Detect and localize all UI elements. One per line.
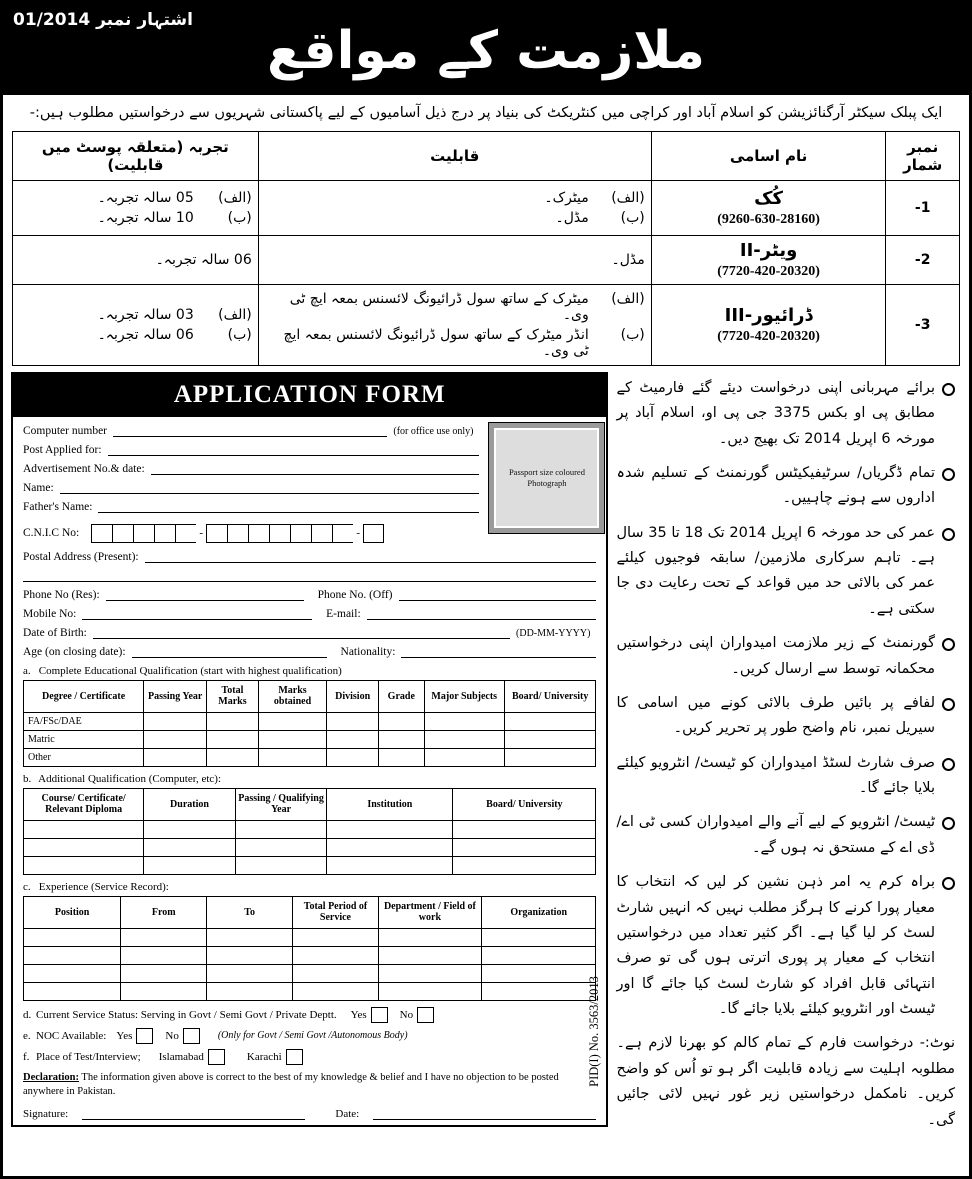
exp-cell[interactable] xyxy=(207,982,293,1000)
table-row xyxy=(24,856,596,874)
bullet-icon xyxy=(942,638,955,651)
signature-label: Signature: xyxy=(23,1108,69,1121)
field-label: Post Applied for: xyxy=(23,443,102,456)
exp-cell[interactable] xyxy=(481,964,596,982)
exp-cell[interactable] xyxy=(24,928,121,946)
addl-cell[interactable] xyxy=(327,820,453,838)
section-d-row xyxy=(23,1007,596,1023)
exp-cell[interactable] xyxy=(207,946,293,964)
qualification-label: (الف) xyxy=(611,290,645,307)
experience-text: 05 سالہ تجربہ۔ xyxy=(97,189,194,206)
row-post xyxy=(651,235,886,284)
field-label: Nationality: xyxy=(340,645,396,658)
row-experience xyxy=(13,180,259,235)
edu-col-division: Division xyxy=(327,680,379,712)
edu-col-grade: Grade xyxy=(378,680,424,712)
edu-cell[interactable] xyxy=(327,748,379,766)
addl-cell[interactable] xyxy=(24,838,144,856)
table-row xyxy=(13,180,960,235)
experience-line xyxy=(19,325,252,345)
table-row xyxy=(24,730,596,748)
page-header xyxy=(3,3,969,95)
addl-cell[interactable] xyxy=(144,856,236,874)
addl-cell[interactable] xyxy=(453,820,596,838)
note-text: ٹیسٹ/ انٹرویو کے لیے آنے والے امیدواران کسی ٹی اے/ ڈی اے کے مستحق نہ ہوں گے۔ xyxy=(616,814,935,856)
field-postal-address-line2 xyxy=(23,570,596,582)
table-row xyxy=(24,982,596,1000)
exp-cell[interactable] xyxy=(121,928,207,946)
qualification-line xyxy=(265,208,645,228)
table-header-row xyxy=(24,680,596,712)
addl-cell[interactable] xyxy=(144,838,236,856)
exp-cell[interactable] xyxy=(293,946,379,964)
section-letter: e. xyxy=(23,1029,31,1042)
field-dob-row xyxy=(23,627,596,639)
edu-cell[interactable] xyxy=(207,730,259,748)
experience-line xyxy=(19,250,252,270)
qualification-text: انڈر میٹرک کے ساتھ سول ڈرائیونگ لائسنس بمعہ ایچ ٹی وی۔ xyxy=(283,326,589,359)
exp-cell[interactable] xyxy=(293,928,379,946)
note-item xyxy=(616,461,955,512)
row-post xyxy=(651,180,886,235)
edu-col-board-university: Board/ University xyxy=(504,680,596,712)
edu-cell[interactable] xyxy=(144,712,207,730)
section-f-row xyxy=(23,1049,596,1065)
post-title: ڈرائیور-III xyxy=(724,304,813,326)
edu-row-label: Matric xyxy=(24,730,144,748)
experience-text: 06 سالہ تجربہ۔ xyxy=(155,251,252,268)
field-label: Computer number xyxy=(23,424,107,437)
section-b-label xyxy=(23,773,596,785)
date-line[interactable] xyxy=(373,1108,596,1120)
edu-row-label: Other xyxy=(24,748,144,766)
note-item xyxy=(616,521,955,623)
experience-label: (الف) xyxy=(218,189,252,206)
edu-col-passing-year: Passing Year xyxy=(144,680,207,712)
exp-cell[interactable] xyxy=(121,964,207,982)
qualification-line xyxy=(265,188,645,208)
edu-cell[interactable] xyxy=(144,730,207,748)
section-e-no-label: No xyxy=(165,1029,179,1042)
section-d-text: Current Service Status: Serving in Govt / Semi Govt / Private Deptt. xyxy=(36,1008,337,1021)
page-title: ملازمت کے مواقع xyxy=(267,21,705,81)
signature-row xyxy=(23,1108,596,1120)
qualification-label: (ب) xyxy=(620,326,645,343)
exp-cell[interactable] xyxy=(121,982,207,1000)
bullet-icon xyxy=(942,758,955,771)
edu-cell[interactable] xyxy=(504,730,596,748)
field-postal-address xyxy=(23,551,596,563)
advertisement-number: اشتہار نمبر 01/2014 xyxy=(13,10,193,30)
section-a-text: Complete Educational Qualification (start with highest qualification) xyxy=(38,664,342,677)
edu-cell[interactable] xyxy=(258,748,327,766)
addl-cell[interactable] xyxy=(24,856,144,874)
section-f-text: Place of Test/Interview; xyxy=(36,1050,141,1063)
section-letter: c. xyxy=(23,880,31,893)
experience-text: 06 سالہ تجربہ۔ xyxy=(97,326,194,343)
addl-col-institution: Institution xyxy=(327,788,453,820)
section-e-note: (Only for Govt / Semi Govt /Autonomous Body) xyxy=(217,1030,408,1042)
bullet-icon xyxy=(942,698,955,711)
bullet-icon xyxy=(942,817,955,830)
exp-cell[interactable] xyxy=(121,946,207,964)
note-text: عمر کی حد مورخہ 6 اپریل 2014 تک 18 تا 35 سال ہے۔ تاہم سرکاری ملازمین/ سابقہ فوجیوں کیلئے عمر کی بالائی حد میں قواعد کے تحت رعایت دی جا سکتی ہے۔ xyxy=(616,524,936,617)
table-row xyxy=(24,964,596,982)
note-text: لفافے پر بائیں طرف بالائی کونے میں اسامی کا سیریل نمبر، نام واضح طور پر تحریر کریں۔ xyxy=(616,694,935,737)
field-input-line[interactable] xyxy=(82,608,312,620)
post-title: کُک xyxy=(754,187,784,209)
section-c-label xyxy=(23,881,596,893)
education-table xyxy=(23,680,596,767)
row-sr: 1- xyxy=(886,180,960,235)
date-label: Date: xyxy=(335,1108,360,1121)
qualification-text: میٹرک۔ xyxy=(544,189,589,206)
section-d-yes-checkbox[interactable] xyxy=(371,1007,388,1023)
jobs-table xyxy=(12,131,960,366)
table-row xyxy=(24,838,596,856)
field-label: Advertisement No.& date: xyxy=(23,462,145,475)
edu-col-major-subjects: Major Subjects xyxy=(424,680,504,712)
section-e-yes-label: Yes xyxy=(116,1029,133,1042)
place-karachi-label: Karachi xyxy=(246,1050,282,1063)
section-d-no-checkbox[interactable] xyxy=(417,1007,434,1023)
field-input-line[interactable] xyxy=(367,608,597,620)
qualification-text: مڈل۔ xyxy=(555,209,589,226)
field-label: Age (on closing date): xyxy=(23,645,126,658)
exp-cell[interactable] xyxy=(481,982,596,1000)
field-label: C.N.I.C No: xyxy=(23,527,80,540)
field-label: Phone No. (Off) xyxy=(317,588,393,601)
addl-cell[interactable] xyxy=(144,820,236,838)
field-input-line[interactable] xyxy=(23,570,596,582)
qualification-line xyxy=(265,289,645,325)
section-c-text: Experience (Service Record): xyxy=(38,880,169,893)
field-input-line[interactable] xyxy=(60,482,480,494)
field-label: Phone No (Res): xyxy=(23,588,100,601)
field-advertisement-no-date xyxy=(23,463,479,475)
row-experience xyxy=(13,284,259,365)
exp-col-to: To xyxy=(207,896,293,928)
bullet-icon xyxy=(942,877,955,890)
field-label: Mobile No: xyxy=(23,607,77,620)
experience-line xyxy=(19,188,252,208)
edu-cell[interactable] xyxy=(378,730,424,748)
note-text: براہ کرم یہ امر ذہن نشین کر لیں کہ انتخاب کا معیار پورا کرنے کا ہرگز مطلب نہیں کہ انہیں شارٹ لسٹ کر لیا گیا ہے۔ اگر کثیر تعداد میں درخواستیں انتخاب کے معیار پر پوری اترتی ہوں گی تو صرف انتہائی قابل افراد کو شارٹ لسٹ کیا جائے گا اور ٹیسٹ اور انٹرویو کیلئے بلایا جائے گا۔ xyxy=(616,874,935,1017)
post-pay-scale: (7720-420-20320) xyxy=(717,263,820,279)
row-sr: 2- xyxy=(886,235,960,284)
addl-cell[interactable] xyxy=(327,838,453,856)
section-e-no-checkbox[interactable] xyxy=(183,1028,200,1044)
field-cnic xyxy=(23,524,479,543)
section-b-text: Additional Qualification (Computer, etc): xyxy=(38,772,221,785)
dob-format-hint: (DD-MM-YYYY) xyxy=(516,627,591,639)
exp-cell[interactable] xyxy=(378,946,481,964)
qualification-line xyxy=(265,325,645,361)
table-row xyxy=(13,235,960,284)
field-input-line[interactable] xyxy=(151,463,480,475)
exp-cell[interactable] xyxy=(481,946,596,964)
edu-cell[interactable] xyxy=(327,730,379,748)
exp-col-organization: Organization xyxy=(481,896,596,928)
experience-line xyxy=(19,208,252,228)
field-label: Name: xyxy=(23,481,54,494)
experience-text: 03 سالہ تجربہ۔ xyxy=(97,306,194,323)
addl-cell[interactable] xyxy=(453,856,596,874)
experience-line xyxy=(19,305,252,325)
section-d-no-label: No xyxy=(399,1008,414,1021)
place-islamabad-checkbox[interactable] xyxy=(208,1049,225,1065)
section-a-label xyxy=(23,665,596,677)
qualification-text: مڈل۔ xyxy=(611,251,645,268)
signature-line[interactable] xyxy=(82,1108,305,1120)
qualification-line xyxy=(265,250,645,270)
section-letter: f. xyxy=(23,1050,30,1063)
declaration xyxy=(23,1071,596,1099)
edu-col-marks-obtained: Marks obtained xyxy=(258,680,327,712)
field-input-line[interactable] xyxy=(132,646,327,658)
section-e-text: NOC Available: xyxy=(36,1029,107,1042)
column-header-experience: تجربہ (متعلقہ پوسٹ میں قابلیت) xyxy=(13,131,259,180)
edu-col-degree: Degree / Certificate xyxy=(24,680,144,712)
field-computer-number xyxy=(23,425,479,437)
addl-cell[interactable] xyxy=(24,820,144,838)
note-item xyxy=(616,870,955,1022)
note-item xyxy=(616,810,955,861)
table-header-row xyxy=(24,896,596,928)
addl-col-duration: Duration xyxy=(144,788,236,820)
field-input-line[interactable] xyxy=(108,444,480,456)
exp-cell[interactable] xyxy=(378,982,481,1000)
note-text: گورنمنٹ کے زیر ملازمت امیدواران اپنی درخواستیں محکمانہ توسط سے ارسال کریں۔ xyxy=(616,635,935,677)
field-input-line[interactable] xyxy=(145,551,597,563)
field-name xyxy=(23,482,479,494)
application-form-heading: APPLICATION FORM xyxy=(13,374,606,417)
exp-col-department: Department / Field of work xyxy=(378,896,481,928)
section-e-row xyxy=(23,1028,596,1044)
edu-cell[interactable] xyxy=(424,730,504,748)
bullet-icon xyxy=(942,468,955,481)
field-input-line[interactable] xyxy=(401,646,596,658)
section-letter: a. xyxy=(23,664,31,677)
qualification-text: میٹرک کے ساتھ سول ڈرائیونگ لائسنس بمعہ ایچ ٹی وی۔ xyxy=(289,290,589,323)
edu-col-total-marks: Total Marks xyxy=(207,680,259,712)
field-input-line[interactable] xyxy=(399,589,597,601)
row-experience xyxy=(13,235,259,284)
edu-cell[interactable] xyxy=(258,712,327,730)
column-header-sr: نمبر شمار xyxy=(886,131,960,180)
row-qualification xyxy=(258,180,651,235)
section-d-yes-label: Yes xyxy=(350,1008,367,1021)
field-label: Date of Birth: xyxy=(23,626,87,639)
exp-cell[interactable] xyxy=(378,964,481,982)
addl-cell[interactable] xyxy=(453,838,596,856)
edu-cell[interactable] xyxy=(378,748,424,766)
note-text: صرف شارٹ لسٹڈ امیدواران کو ٹیسٹ/ انٹرویو کیلئے بلایا جائے گا۔ xyxy=(616,754,935,796)
row-qualification xyxy=(258,235,651,284)
table-row xyxy=(24,748,596,766)
exp-cell[interactable] xyxy=(207,928,293,946)
experience-table xyxy=(23,896,596,1001)
edu-cell[interactable] xyxy=(504,712,596,730)
addl-cell[interactable] xyxy=(235,856,327,874)
table-row xyxy=(24,946,596,964)
table-row xyxy=(24,712,596,730)
edu-cell[interactable] xyxy=(504,748,596,766)
row-qualification xyxy=(258,284,651,365)
section-letter: d. xyxy=(23,1008,32,1021)
field-input-line[interactable] xyxy=(113,425,387,437)
exp-cell[interactable] xyxy=(378,928,481,946)
declaration-label: Declaration: xyxy=(23,1071,79,1083)
post-title: ویٹر-II xyxy=(739,239,798,261)
edu-row-label: FA/FSc/DAE xyxy=(24,712,144,730)
addl-col-board-university: Board/ University xyxy=(453,788,596,820)
exp-cell[interactable] xyxy=(293,982,379,1000)
table-row xyxy=(24,820,596,838)
exp-col-from: From xyxy=(121,896,207,928)
field-phone-row xyxy=(23,589,596,601)
exp-cell[interactable] xyxy=(481,928,596,946)
row-post xyxy=(651,284,886,365)
cnic-boxes[interactable]: - - xyxy=(91,524,384,543)
addl-cell[interactable] xyxy=(327,856,453,874)
row-sr: 3- xyxy=(886,284,960,365)
addl-cell[interactable] xyxy=(235,838,327,856)
bullet-icon xyxy=(942,528,955,541)
table-header-row xyxy=(24,788,596,820)
exp-col-total-period: Total Period of Service xyxy=(293,896,379,928)
post-pay-scale: (7720-420-20320) xyxy=(717,328,820,344)
field-input-line[interactable] xyxy=(98,501,479,513)
note-final: نوٹ:- درخواست فارم کے تمام کالم کو بھرنا لازم ہے۔ مطلوبہ اہلیت سے زیادہ قابلیت اگر ہو تو اُس کو واضح کریں۔ نامکمل درخواستیں زیر غور نہیں لائی جائیں گی۔ xyxy=(616,1035,955,1128)
edu-cell[interactable] xyxy=(424,712,504,730)
field-label: Father's Name: xyxy=(23,500,93,513)
experience-label: (الف) xyxy=(218,306,252,323)
note-text: تمام ڈگریاں/ سرٹیفیکیٹس گورنمنٹ کے تسلیم شدہ اداروں سے ہونے چاہییں۔ xyxy=(616,464,935,507)
pid-number: PID(I) No. 3563/2013 xyxy=(587,975,602,1087)
intro-text: ایک پبلک سیکٹر آرگنائزیشن کو اسلام آباد اور کراچی میں کنٹریکٹ کی بنیاد پر درج ذیل آسامیوں کے لیے پاکستانی شہریوں سے درخواستیں مطلوب ہیں:- xyxy=(29,105,943,121)
field-age-nationality-row xyxy=(23,646,596,658)
field-post-applied-for xyxy=(23,444,479,456)
table-row xyxy=(13,284,960,365)
edu-cell[interactable] xyxy=(207,748,259,766)
photo-box-label: Passport size coloured Photograph xyxy=(489,423,604,533)
experience-label: (ب) xyxy=(227,209,252,226)
note-item xyxy=(616,691,955,742)
column-header-qualification: قابلیت xyxy=(258,131,651,180)
application-form xyxy=(11,372,608,1127)
note-item xyxy=(616,751,955,802)
field-note: (for office use only) xyxy=(393,425,474,437)
exp-cell[interactable] xyxy=(293,964,379,982)
additional-qualification-table xyxy=(23,788,596,875)
section-e-yes-checkbox[interactable] xyxy=(136,1028,153,1044)
column-header-post: نام اسامی xyxy=(651,131,886,180)
field-input-line[interactable] xyxy=(93,627,510,639)
edu-cell[interactable] xyxy=(327,712,379,730)
addl-col-passing-year: Passing / Qualifying Year xyxy=(235,788,327,820)
note-item xyxy=(616,631,955,682)
note-item xyxy=(616,376,955,452)
photograph-placeholder xyxy=(489,423,594,523)
note-text: برائے مہربانی اپنی درخواست دیئے گئے فارمیٹ کے مطابق پی او بکس 3375 جی پی او، اسلام آباد پر مورخہ 6 اپریل 2014 تک بھیج دیں۔ xyxy=(616,379,935,447)
field-father-name xyxy=(23,501,479,513)
edu-cell[interactable] xyxy=(424,748,504,766)
edu-cell[interactable] xyxy=(144,748,207,766)
exp-cell[interactable] xyxy=(24,946,121,964)
qualification-label: (ب) xyxy=(620,209,645,226)
table-row xyxy=(24,928,596,946)
table-header-row xyxy=(13,131,960,180)
edu-cell[interactable] xyxy=(378,712,424,730)
addl-col-course: Course/ Certificate/ Relevant Diploma xyxy=(24,788,144,820)
exp-cell[interactable] xyxy=(24,964,121,982)
edu-cell[interactable] xyxy=(258,730,327,748)
field-mobile-email-row xyxy=(23,608,596,620)
post-pay-scale: (9260-630-28160) xyxy=(717,211,820,227)
lower-section xyxy=(11,372,961,1127)
qualification-label: (الف) xyxy=(611,189,645,206)
bullet-icon xyxy=(942,383,955,396)
place-islamabad-label: Islamabad xyxy=(158,1050,204,1063)
exp-col-position: Position xyxy=(24,896,121,928)
section-letter: b. xyxy=(23,772,32,785)
place-karachi-checkbox[interactable] xyxy=(286,1049,303,1065)
addl-cell[interactable] xyxy=(235,820,327,838)
exp-cell[interactable] xyxy=(207,964,293,982)
field-label: E-mail: xyxy=(326,607,361,620)
declaration-text: The information given above is correct to the best of my knowledge & belief and I have no objection to be posted anywhere in Pakistan. xyxy=(23,1071,559,1097)
exp-cell[interactable] xyxy=(24,982,121,1000)
field-label: Postal Address (Present): xyxy=(23,550,139,563)
experience-label: (ب) xyxy=(227,326,252,343)
experience-text: 10 سالہ تجربہ۔ xyxy=(97,209,194,226)
edu-cell[interactable] xyxy=(207,712,259,730)
notes-column xyxy=(587,372,961,1128)
field-input-line[interactable] xyxy=(106,589,304,601)
